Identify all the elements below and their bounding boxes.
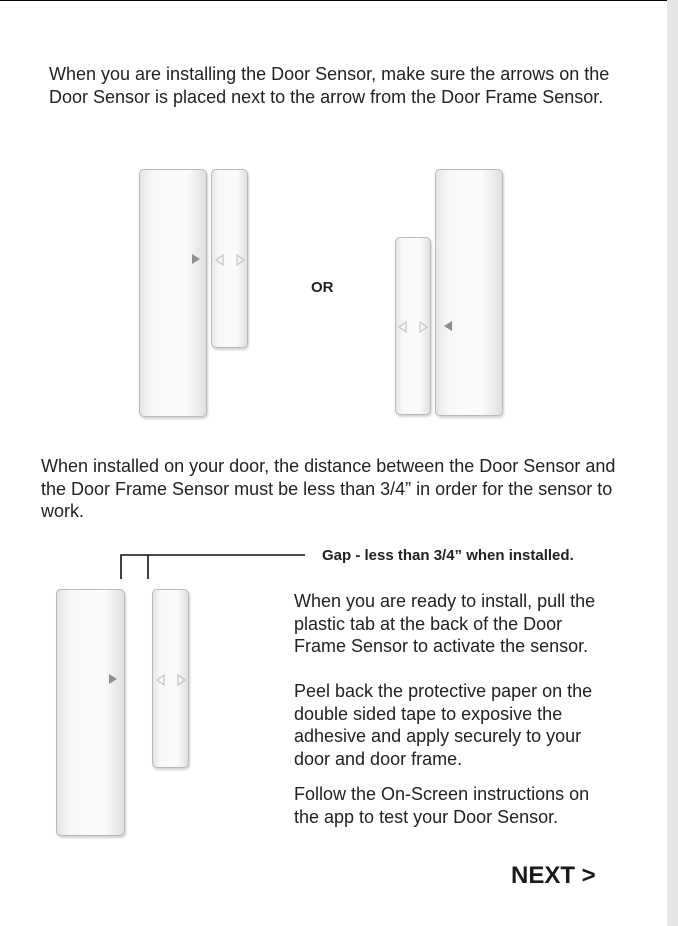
distance-paragraph: When installed on your door, the distance between the Door Sensor and the Door Frame Sensor must be less than 3/4” in order for the sensor to work. [41, 456, 616, 521]
top-divider [0, 0, 667, 1]
arrow-right-icon [109, 674, 117, 684]
double-arrow-outline-icon [214, 254, 246, 266]
intro-paragraph: When you are installing the Door Sensor, make sure the arrows on the Door Sensor is placed next to the arrow from the Door Frame Sensor. [49, 64, 610, 107]
door-sensor-small [211, 169, 248, 348]
follow-app-paragraph: Follow the On-Screen instructions on the app to test your Door Sensor. [294, 784, 590, 827]
next-button[interactable]: NEXT > [511, 862, 596, 889]
gap-label: Gap - less than 3/4” when installed. [322, 547, 574, 564]
door-sensor-small [152, 589, 189, 768]
double-arrow-outline-icon [155, 674, 187, 686]
peel-paper-paragraph: Peel back the protective paper on the double sided tape to exposive the adhesive and apply securely to your door and door frame. [294, 681, 593, 769]
door-sensor-small [395, 237, 431, 415]
arrow-right-icon [192, 254, 200, 264]
arrow-left-icon [444, 321, 452, 331]
gap-bracket [118, 553, 308, 581]
double-arrow-outline-icon [397, 321, 429, 333]
or-label: OR [311, 279, 334, 296]
door-frame-sensor-large [435, 169, 503, 416]
door-frame-sensor-large [56, 589, 125, 836]
door-frame-sensor-large [139, 169, 207, 417]
pull-tab-paragraph: When you are ready to install, pull the plastic tab at the back of the Door Frame Sensor to activate the sensor. [294, 591, 596, 656]
scrollbar-track[interactable] [667, 0, 678, 926]
